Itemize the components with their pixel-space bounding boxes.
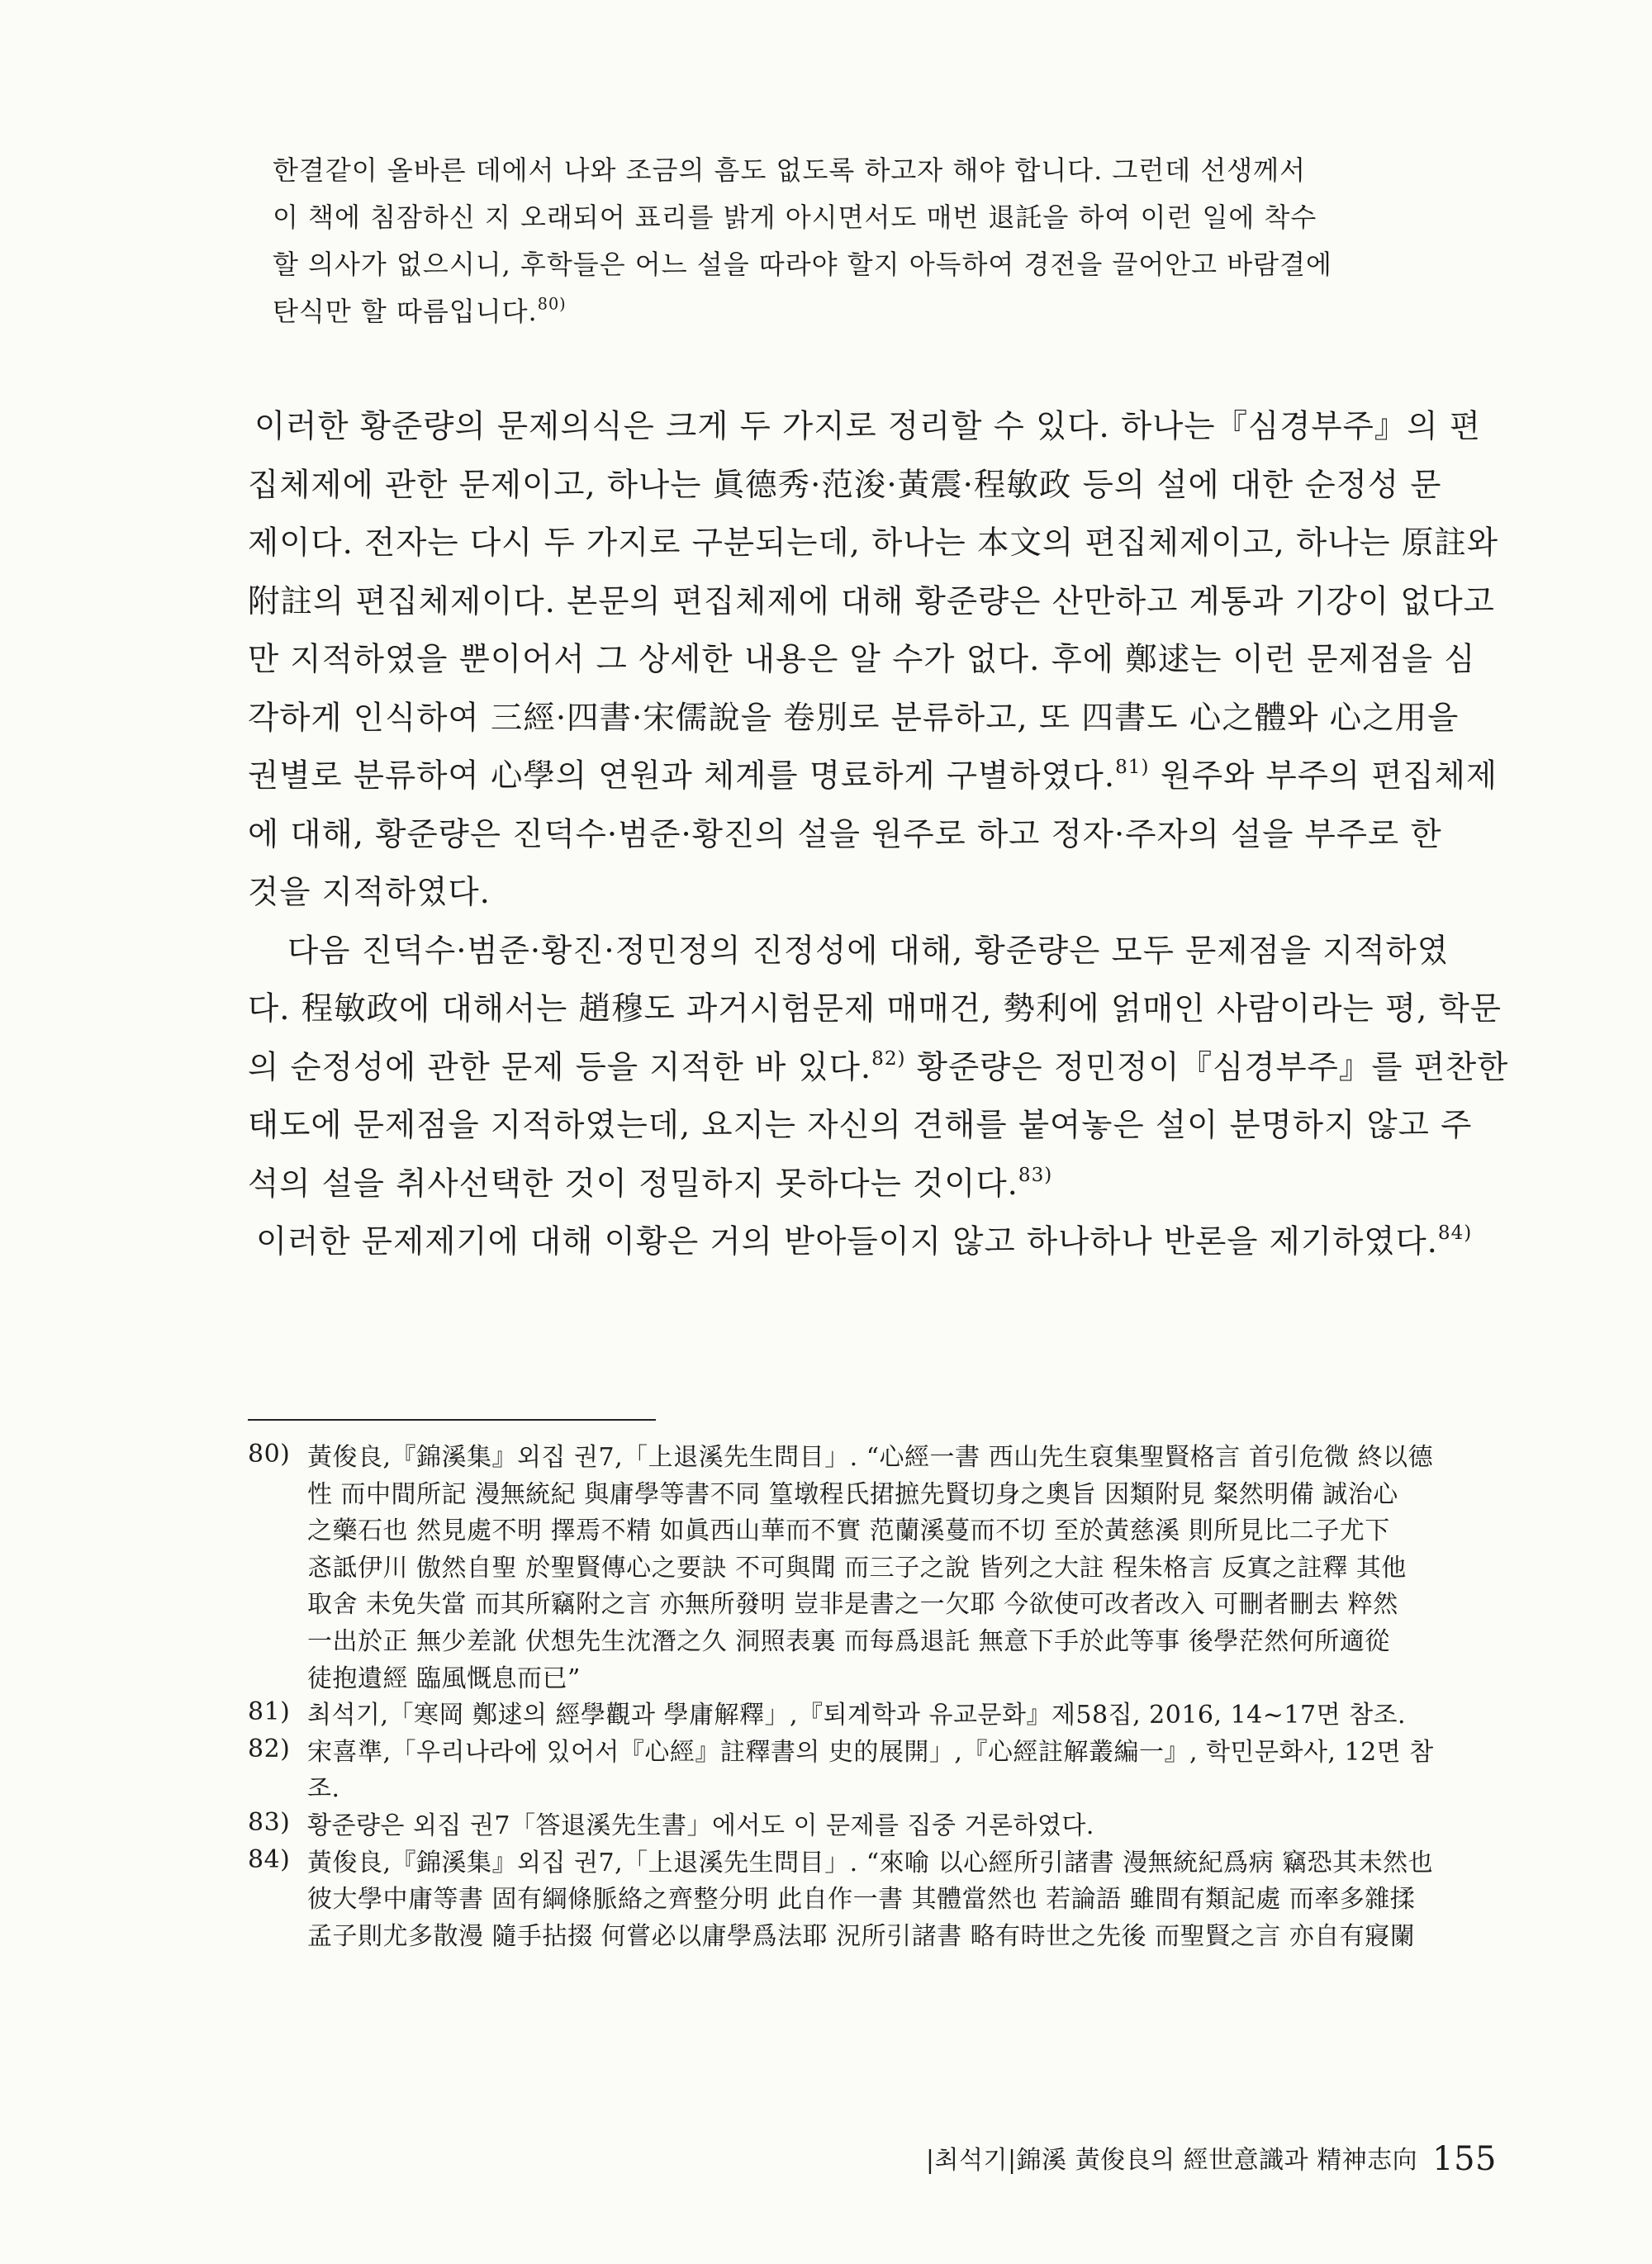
footnote-line: 최석기,「寒岡 鄭逑의 經學觀과 學庸解釋」,『퇴계학과 유교문화』제58집, 2016, 14~17면 참조.: [307, 1701, 1407, 1730]
body-line: 것을 지적하였다.: [248, 874, 491, 911]
footnote-line: 황준량은 외집 권7「答退溪先生書」에서도 이 문제를 집중 거론하였다.: [307, 1811, 1094, 1840]
body-line-text: 의 순정성에 관한 문제 등을 지적한 바 있다.: [248, 1048, 872, 1086]
body-line: [248, 748, 1498, 806]
quote-line-text: 탄식만 할 따름입니다.: [273, 296, 538, 327]
body-line: 에 대해, 황준량은 진덕수·범준·황진의 설을 원주로 하고 정자·주자의 설을 부주로 한: [248, 815, 1442, 853]
footnote-line: 取舍 未免失當 而其所竊附之言 亦無所發明 豈非是書之一欠耶 今欲使可改者改入 可刪者刪去 粹然: [307, 1590, 1398, 1620]
body-line: 태도에 문제점을 지적하였는데, 요지는 자신의 견해를 붙여놓은 설이 분명하지 않고 주: [248, 1107, 1473, 1144]
footnote-line: 徒抱遺經 臨風慨息而已”: [307, 1664, 581, 1693]
footnote-ref-80[interactable]: 80): [537, 294, 567, 314]
footnote-line: 조.: [307, 1774, 340, 1804]
block-quote: [273, 147, 1437, 335]
body-line-text: 원주와 부주의 편집체제: [1149, 757, 1498, 795]
body-text: [248, 398, 1509, 1272]
footnote-number: 82): [248, 1734, 291, 1763]
running-footer: [926, 2139, 1497, 2178]
body-line: [248, 1213, 1487, 1272]
footnote-line: 一出於正 無少差訛 伏想先生沈潛之久 洞照表裏 而每爲退託 無意下手於此等事 後學茫然何所適從: [307, 1626, 1390, 1656]
body-line: 만 지적하였을 뿐이어서 그 상세한 내용은 알 수가 없다. 후에 鄭逑는 이런 문제점을 심: [248, 641, 1476, 678]
body-line-text: 황준량은 정민정이『심경부주』를 편찬한: [905, 1048, 1509, 1086]
footnote-81: [248, 1697, 1497, 1735]
footnote-number: 83): [248, 1807, 291, 1837]
footnote-line: 彼大學中庸等書 固有綱條脈絡之齊整分明 此自作一書 其體當然也 若論語 雖間有類記處 而率多雜揉: [307, 1885, 1416, 1915]
body-line: 이러한 황준량의 문제의식은 크게 두 가지로 정리할 수 있다. 하나는『심경부주』의 편: [254, 408, 1481, 445]
body-line: 다음 진덕수·범준·황진·정민정의 진정성에 대해, 황준량은 모두 문제점을 지적하였: [287, 932, 1449, 970]
body-line-text: 이러한 문제제기에 대해 이황은 거의 받아들이지 않고 하나하나 반론을 제기하였다.: [256, 1223, 1438, 1260]
body-line: [248, 1156, 1487, 1214]
footnote-line: 之藥石也 然見處不明 擇焉不精 如眞西山華而不實 范蘭溪蔓而不切 至於黃慈溪 則所見比二子尤下: [307, 1516, 1390, 1546]
footnote-line: 宋喜準,「우리나라에 있어서『心經』註釋書의 史的展開」,『心經註解叢編一』, 학민문화사, 12면 참: [307, 1737, 1434, 1767]
quote-line: 한결같이 올바른 데에서 나와 조금의 흠도 없도록 하고자 해야 합니다. 그런데 선생께서: [273, 154, 1306, 186]
footnote-number: 81): [248, 1697, 291, 1727]
body-line: 다. 程敏政에 대해서는 趙穆도 과거시험문제 매매건, 勢利에 얽매인 사람이라는 평, 학문: [248, 990, 1502, 1028]
footnote-83: [248, 1808, 1497, 1845]
footnote-divider: [248, 1419, 656, 1421]
body-line: [248, 1039, 1509, 1098]
footnotes: [248, 1440, 1497, 1955]
quote-line: [273, 288, 1437, 335]
footnote-line: 忞詆伊川 傲然自聖 於聖賢傳心之要訣 不可與聞 而三子之說 皆列之大註 程朱格言 反寘之註釋 其他: [307, 1553, 1407, 1583]
footnote-line: 黃俊良,『錦溪集』외집 권7,「上退溪先生問目」. “來喻 以心經所引諸書 漫無統紀爲病 竊恐其未然也: [307, 1848, 1434, 1877]
footnote-line: 黃俊良,『錦溪集』외집 권7,「上退溪先生問目」. “心經一書 西山先生裒集聖賢格言 首引危微 終以德: [307, 1443, 1434, 1472]
footnote-80: [248, 1440, 1497, 1697]
footnote-number: 80): [248, 1440, 291, 1469]
quote-line: 이 책에 침잠하신 지 오래되어 표리를 밝게 아시면서도 매번 退託을 하여 이런 일에 착수: [273, 202, 1317, 233]
running-head: |최석기|錦溪 黃俊良의 經世意識과 精神志向: [925, 2146, 1418, 2175]
footnote-number: 84): [248, 1844, 291, 1874]
footnote-line: 性 而中間所記 漫無統紀 與庸學等書不同 篁墩程氏捃摭先賢切身之奧旨 因類附見 粲然明備 誠治心: [307, 1479, 1398, 1509]
footnote-84: [248, 1845, 1497, 1956]
quote-line: 할 의사가 없으시니, 후학들은 어느 설을 따라야 할지 아득하여 경전을 끌어안고 바람결에: [273, 249, 1332, 280]
footnote-ref-83[interactable]: 83): [1018, 1164, 1053, 1186]
footnote-ref-82[interactable]: 82): [871, 1047, 906, 1070]
body-line: 附註의 편집체제이다. 본문의 편집체제에 대해 황준량은 산만하고 계통과 기강이 없다고: [248, 582, 1495, 620]
footnote-82: [248, 1735, 1497, 1808]
footnote-line: 孟子則尤多散漫 隨手拈掇 何嘗必以庸學爲法耶 況所引諸書 略有時世之先後 而聖賢之言 亦自有寢闌: [307, 1921, 1416, 1951]
body-line-text: 석의 설을 취사선택한 것이 정밀하지 못하다는 것이다.: [248, 1165, 1018, 1203]
body-line-text: 권별로 분류하여 心學의 연원과 체계를 명료하게 구별하였다.: [248, 757, 1116, 795]
body-line: 집체제에 관한 문제이고, 하나는 眞德秀·范浚·黃震·程敏政 등의 설에 대한 순정성 문: [248, 466, 1442, 504]
body-line: 각하게 인식하여 三經·四書·宋儒說을 卷別로 분류하고, 또 四書도 心之體와 心之用을: [248, 699, 1460, 737]
body-line: 제이다. 전자는 다시 두 가지로 구분되는데, 하나는 本文의 편집체제이고, 하나는 原註와: [248, 524, 1499, 562]
footnote-ref-81[interactable]: 81): [1115, 756, 1150, 778]
page-number: 155: [1432, 2140, 1497, 2178]
footnote-ref-84[interactable]: 84): [1437, 1222, 1473, 1244]
